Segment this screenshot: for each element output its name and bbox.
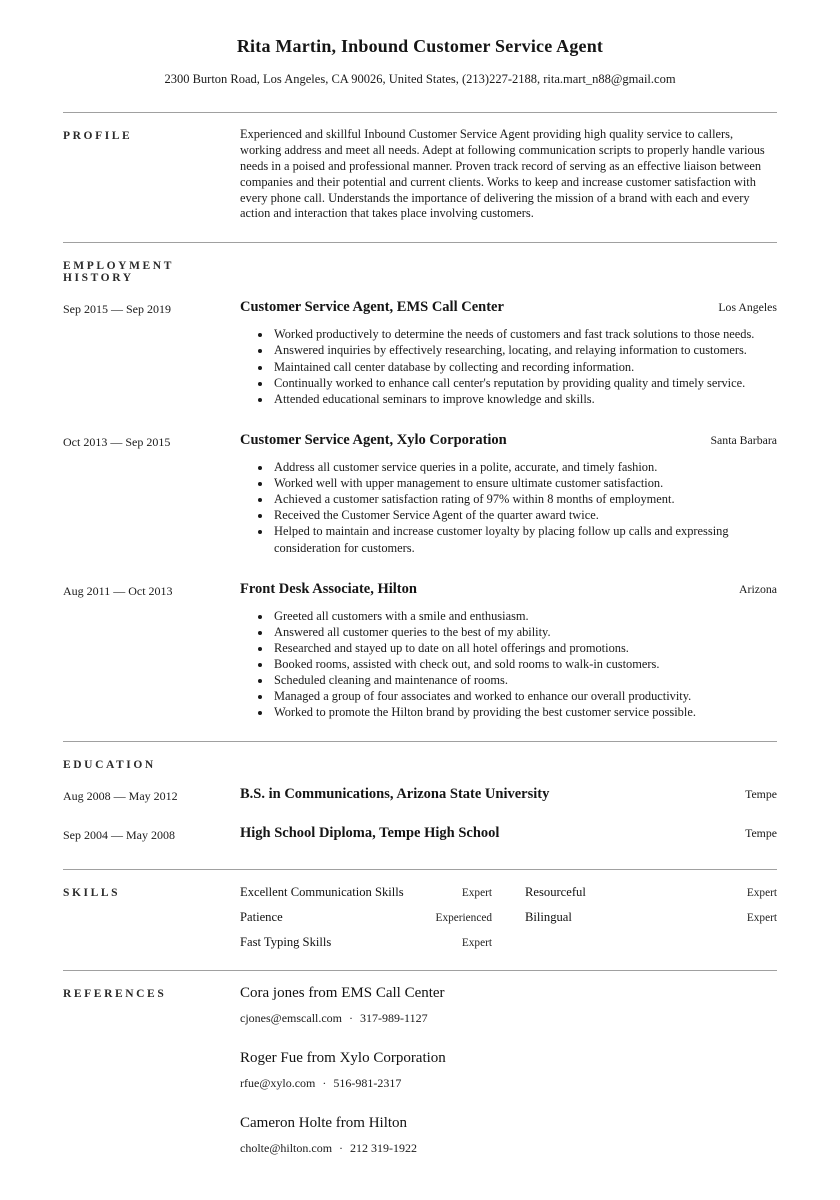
job-location: Los Angeles	[718, 300, 777, 315]
job-dates: Aug 2011 — Oct 2013	[63, 583, 173, 598]
job-bullets	[240, 326, 777, 407]
job-bullet: • Continually worked to enhance call center's reputation by providing quality and timely service.	[272, 375, 777, 391]
skills-grid	[240, 884, 777, 950]
profile-heading: PROFILE	[63, 130, 133, 142]
job-bullet: • Maintained call center database by collecting and recording information.	[272, 359, 777, 375]
job-bullet: • Greeted all customers with a smile and enthusiasm.	[272, 608, 777, 624]
reference-email: cholte@hilton.com	[240, 1140, 333, 1155]
job-bullet: • Attended educational seminars to improve knowledge and skills.	[272, 391, 777, 407]
resume-header	[63, 36, 777, 112]
employment-heading: EMPLOYMENT HISTORY	[63, 260, 174, 285]
skill-item	[240, 935, 492, 950]
job-location: Santa Barbara	[710, 432, 777, 447]
dot-separator: ·	[339, 1140, 344, 1155]
education-title: B.S. in Communications, Arizona State University	[240, 785, 550, 802]
reference-name: Cora jones from EMS Call Center	[240, 984, 445, 1001]
resume-name: Rita Martin, Inbound Customer Service Agent	[236, 36, 604, 56]
skill-level: Experienced	[435, 911, 492, 924]
job-bullet: • Booked rooms, assisted with check out, and sold rooms to walk-in customers.	[272, 656, 777, 672]
skill-item	[525, 910, 777, 925]
skill-name: Fast Typing Skills	[240, 934, 332, 949]
profile-text: Experienced and skillful Inbound Customer Service Agent providing high quality service to callers, working address and meet all needs. Adept at following communication scripts to properly handle various needs in a poised and professional manner. Proven track record of serving as an effective liaison between companies and their potential and current clients. Works to keep and increase customer satisfaction with every phone call. Understands the importance of delivering the mission of a brand with each and every action and interaction that takes place involving customers.	[240, 127, 765, 221]
skill-level: Expert	[461, 936, 492, 949]
education-location: Tempe	[745, 786, 777, 801]
job-dates: Sep 2015 — Sep 2019	[63, 302, 171, 317]
job-entry	[63, 299, 777, 407]
job-bullet: • Answered inquiries by effectively researching, locating, and relaying information to customers.	[272, 342, 777, 358]
job-bullet: • Received the Customer Service Agent of the quarter award twice.	[272, 507, 777, 523]
skills-heading: SKILLS	[63, 886, 121, 899]
job-dates: Oct 2013 — Sep 2015	[63, 434, 171, 449]
education-heading: EDUCATION	[63, 758, 156, 771]
skill-item	[240, 910, 492, 925]
job-bullet: • Managed a group of four associates and worked to enhance our overall productivity.	[272, 688, 777, 704]
reference-phone: 212 319-1922	[350, 1140, 418, 1155]
reference-contact	[240, 1141, 777, 1156]
job-bullets	[240, 459, 777, 556]
job-bullet: • Answered all customer queries to the best of my ability.	[272, 624, 777, 640]
skill-name: Resourceful	[525, 884, 586, 899]
education-title: High School Diploma, Tempe High School	[240, 824, 500, 841]
skill-item	[240, 885, 492, 900]
reference-contact	[240, 1011, 777, 1026]
reference-entry	[240, 1050, 777, 1091]
reference-name: Roger Fue from Xylo Corporation	[240, 1049, 446, 1066]
employment-section	[63, 242, 777, 740]
job-location: Arizona	[739, 581, 777, 596]
job-bullet: • Researched and stayed up to date on all hotel offerings and promotions.	[272, 640, 777, 656]
job-bullet: • Achieved a customer satisfaction rating of 97% within 8 months of employment.	[272, 491, 777, 507]
skill-level: Expert	[461, 886, 492, 899]
profile-section	[63, 112, 777, 242]
job-bullet: • Worked to promote the Hilton brand by providing the best customer service possible.	[272, 704, 777, 720]
job-entry	[63, 581, 777, 721]
references-heading: REFERENCES	[63, 987, 167, 1000]
education-dates: Aug 2008 — May 2012	[63, 788, 178, 803]
skill-item	[525, 885, 777, 900]
skill-level: Expert	[746, 886, 777, 899]
reference-email: cjones@emscall.com	[240, 1010, 343, 1025]
education-dates: Sep 2004 — May 2008	[63, 827, 175, 842]
contact-line: 2300 Burton Road, Los Angeles, CA 90026, United States, (213)227-2188, rita.mart_n88@gmail.com	[164, 72, 676, 86]
job-bullet: • Address all customer service queries in a polite, accurate, and timely fashion.	[272, 459, 777, 475]
job-bullet: • Helped to maintain and increase customer loyalty by placing follow up calls and expressing consideration for customers.	[272, 523, 777, 555]
references-section	[63, 970, 777, 1176]
job-bullet: • Worked productively to determine the needs of customers and fast track solutions to those needs.	[272, 326, 777, 342]
job-bullet: • Scheduled cleaning and maintenance of rooms.	[272, 672, 777, 688]
job-title: Customer Service Agent, Xylo Corporation	[240, 431, 507, 448]
reference-phone: 317-989-1127	[360, 1010, 428, 1025]
job-bullet: • Worked well with upper management to ensure ultimate customer satisfaction.	[272, 475, 777, 491]
reference-phone: 516-981-2317	[333, 1075, 402, 1090]
job-entry	[63, 432, 777, 556]
reference-name: Cameron Holte from Hilton	[240, 1114, 408, 1131]
education-location: Tempe	[745, 825, 777, 840]
education-section	[63, 741, 777, 869]
skills-section	[63, 869, 777, 970]
job-bullets	[240, 608, 777, 721]
job-title: Front Desk Associate, Hilton	[240, 580, 417, 597]
skill-name: Excellent Communication Skills	[240, 884, 404, 899]
reference-contact	[240, 1076, 777, 1091]
skill-name: Bilingual	[525, 909, 572, 924]
job-title: Customer Service Agent, EMS Call Center	[240, 299, 504, 316]
skill-level: Expert	[746, 911, 777, 924]
dot-separator: ·	[322, 1075, 327, 1090]
education-entry	[63, 786, 777, 804]
dot-separator: ·	[349, 1010, 354, 1025]
reference-entry	[240, 1115, 777, 1156]
reference-entry	[240, 985, 777, 1026]
education-entry	[63, 825, 777, 843]
reference-email: rfue@xylo.com	[240, 1075, 316, 1090]
skill-name: Patience	[240, 909, 283, 924]
